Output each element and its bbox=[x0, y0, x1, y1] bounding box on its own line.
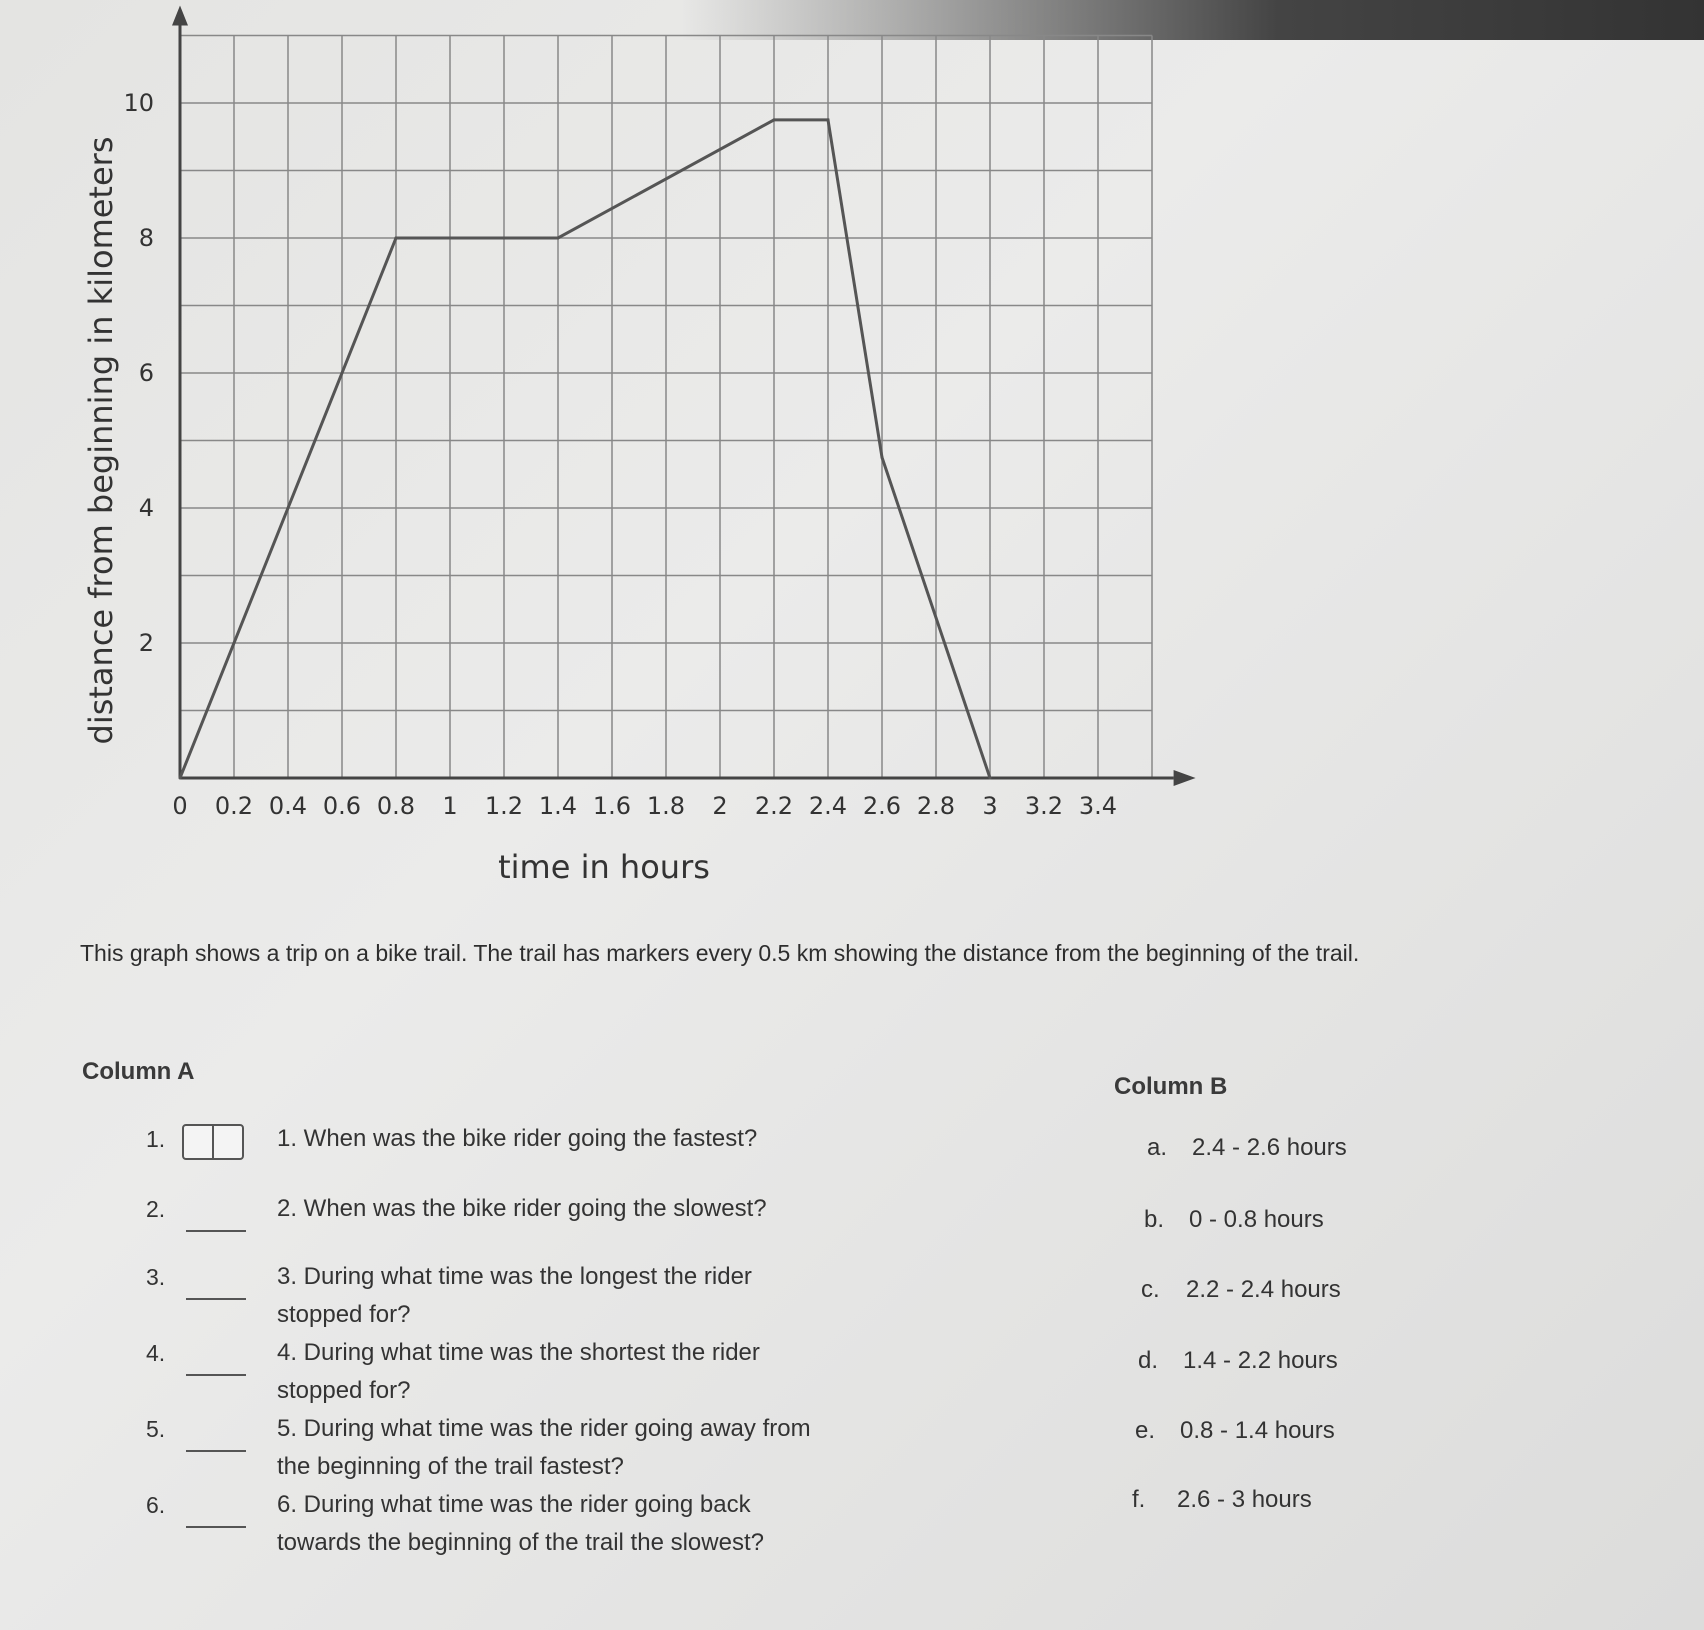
x-tick-label: 2.4 bbox=[808, 792, 848, 820]
option-value: 0 - 0.8 hours bbox=[1189, 1206, 1324, 1233]
y-tick-label: 10 bbox=[123, 89, 154, 117]
answer-blank-3[interactable] bbox=[186, 1298, 246, 1300]
option-value: 1.4 - 2.2 hours bbox=[1183, 1347, 1338, 1374]
y-axis-label: distance from beginning in kilometers bbox=[82, 136, 120, 745]
option-letter: a. bbox=[1147, 1134, 1168, 1161]
column-a-heading: Column A bbox=[82, 1058, 195, 1085]
y-axis-arrow bbox=[172, 6, 188, 26]
x-tick-label: 1.4 bbox=[538, 792, 578, 820]
option-value: 2.2 - 2.4 hours bbox=[1186, 1276, 1341, 1303]
question-text: stopped for? bbox=[277, 1377, 411, 1404]
question-text: towards the beginning of the trail the slowest? bbox=[277, 1529, 764, 1556]
data-point bbox=[881, 456, 884, 459]
x-tick-label: 0.2 bbox=[214, 792, 254, 820]
x-tick-label: 0.8 bbox=[376, 792, 416, 820]
x-tick-label: 1 bbox=[442, 792, 458, 820]
x-axis-arrow bbox=[1174, 770, 1196, 786]
option-letter: f. bbox=[1132, 1486, 1146, 1513]
x-tick-label: 2.6 bbox=[862, 792, 902, 820]
option-value: 2.6 - 3 hours bbox=[1177, 1486, 1312, 1513]
option-letter: b. bbox=[1144, 1206, 1165, 1233]
question-number: 4. bbox=[146, 1340, 166, 1366]
question-text: 4. During what time was the shortest the rider bbox=[277, 1339, 760, 1366]
x-tick-label: 2 bbox=[712, 792, 728, 820]
y-tick-label: 6 bbox=[138, 359, 154, 387]
answer-blank-4[interactable] bbox=[186, 1374, 246, 1376]
y-tick-label: 2 bbox=[138, 629, 154, 657]
question-text: 2. When was the bike rider going the slowest? bbox=[277, 1195, 767, 1222]
option-value: 0.8 - 1.4 hours bbox=[1180, 1417, 1335, 1444]
question-number: 3. bbox=[146, 1264, 166, 1290]
x-tick-label: 0.4 bbox=[268, 792, 308, 820]
data-point bbox=[773, 118, 776, 121]
y-tick-label: 8 bbox=[138, 224, 154, 252]
answer-dropdown-1[interactable] bbox=[182, 1124, 244, 1160]
question-number: 6. bbox=[146, 1492, 166, 1518]
question-number: 2. bbox=[146, 1196, 166, 1222]
x-tick-label: 0 bbox=[172, 792, 188, 820]
question-text: 1. When was the bike rider going the fastest? bbox=[277, 1125, 758, 1152]
x-tick-label: 3.4 bbox=[1078, 792, 1118, 820]
x-tick-label: 2.8 bbox=[916, 792, 956, 820]
x-tick-label: 1.6 bbox=[592, 792, 632, 820]
option-value: 2.4 - 2.6 hours bbox=[1192, 1134, 1347, 1161]
answer-blank-6[interactable] bbox=[186, 1526, 246, 1528]
x-tick-label: 0.6 bbox=[322, 792, 362, 820]
data-point bbox=[395, 237, 398, 240]
question-text: 3. During what time was the longest the rider bbox=[277, 1263, 752, 1290]
option-letter: e. bbox=[1135, 1417, 1156, 1444]
option-letter: c. bbox=[1141, 1276, 1160, 1303]
question-text: stopped for? bbox=[277, 1301, 411, 1328]
answer-blank-2[interactable] bbox=[186, 1230, 246, 1232]
y-tick-label: 4 bbox=[138, 494, 154, 522]
trip-line bbox=[180, 120, 990, 778]
x-tick-label: 3.2 bbox=[1024, 792, 1064, 820]
answer-blank-5[interactable] bbox=[186, 1450, 246, 1452]
x-tick-label: 3 bbox=[982, 792, 998, 820]
data-point bbox=[989, 777, 992, 780]
column-b-heading: Column B bbox=[1114, 1073, 1228, 1100]
question-number: 1. bbox=[146, 1126, 166, 1152]
question-text: 6. During what time was the rider going back bbox=[277, 1491, 751, 1518]
question-text: 5. During what time was the rider going away from bbox=[277, 1415, 811, 1442]
x-tick-label: 1.8 bbox=[646, 792, 686, 820]
x-axis-label: time in hours bbox=[498, 848, 710, 886]
x-tick-label: 1.2 bbox=[484, 792, 524, 820]
data-point bbox=[827, 118, 830, 121]
question-number: 5. bbox=[146, 1416, 166, 1442]
data-point bbox=[557, 237, 560, 240]
x-tick-label: 2.2 bbox=[754, 792, 794, 820]
question-text: the beginning of the trail fastest? bbox=[277, 1453, 624, 1480]
data-point bbox=[179, 777, 182, 780]
description: This graph shows a trip on a bike trail. The trail has markers every 0.5 km showing the distance from the beginning of the trail. bbox=[80, 940, 1360, 966]
option-letter: d. bbox=[1138, 1347, 1159, 1374]
